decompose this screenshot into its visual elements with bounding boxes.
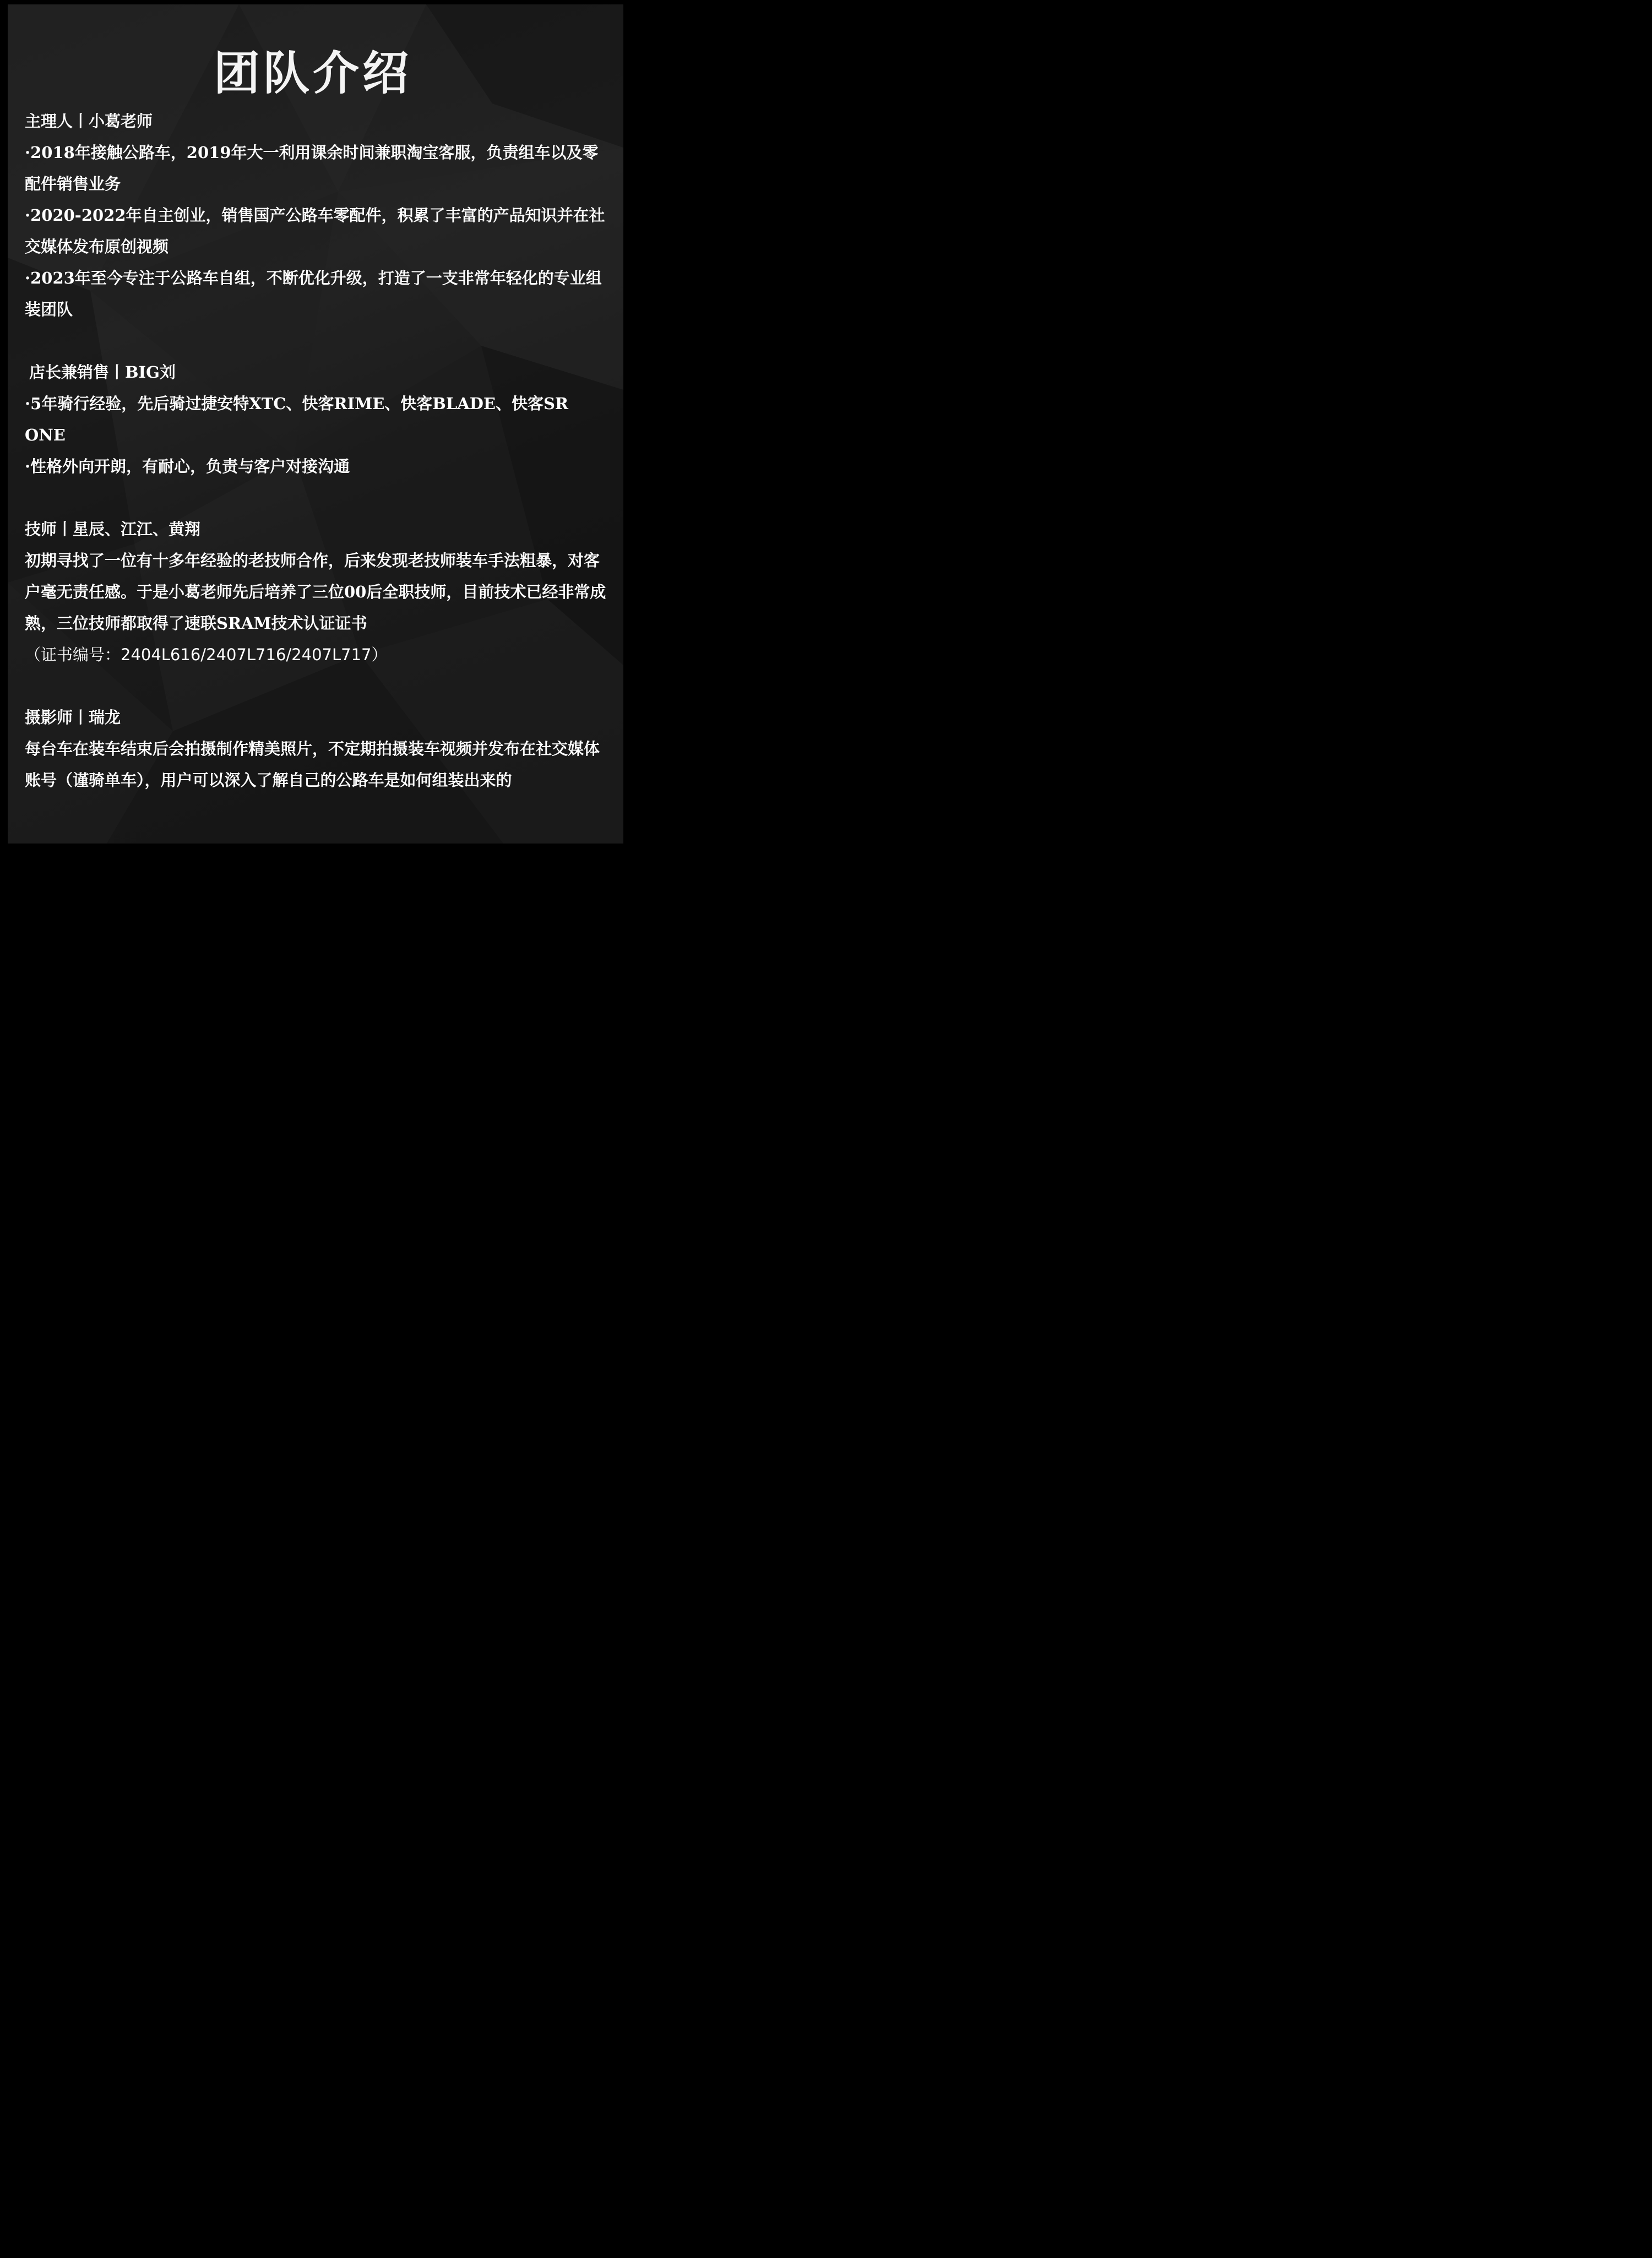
list-item: ·2018年接触公路车，2019年大一利用课余时间兼职淘宝客服，负责组车以及零配件销售业务	[25, 143, 599, 193]
section-technicians	[25, 514, 611, 671]
section-heading: 主理人丨小葛老师	[25, 112, 153, 130]
page-frame	[0, 0, 632, 863]
certificate-numbers: （证书编号：2404L616/2407L716/2407L717）	[25, 645, 388, 664]
paragraph: 初期寻找了一位有十多年经验的老技师合作，后来发现老技师装车手法粗暴，对客户毫无责任感。于是小葛老师先后培养了三位00后全职技师，目前技术已经非常成熟，三位技师都取得了速联SRAM技术认证证书	[25, 551, 606, 633]
section-owner	[25, 106, 611, 325]
paragraph: 每台车在装车结束后会拍摄制作精美照片，不定期拍摄装车视频并发布在社交媒体账号（谨骑单车），用户可以深入了解自己的公路车是如何组装出来的	[25, 739, 600, 790]
content-panel	[8, 4, 623, 844]
list-item: ·5年骑行经验，先后骑过捷安特XTC、快客RIME、快客BLADE、快客SR ONE	[25, 394, 569, 444]
page-title: 团队介绍	[213, 46, 412, 100]
list-item: ·2023年至今专注于公路车自组，不断优化升级，打造了一支非常年轻化的专业组装团队	[25, 269, 602, 319]
list-item: ·2020-2022年自主创业，销售国产公路车零配件，积累了丰富的产品知识并在社交媒体发布原创视频	[25, 206, 605, 256]
team-content	[25, 106, 611, 796]
section-heading: 摄影师丨瑞龙	[25, 708, 121, 727]
section-heading: 技师丨星辰、江江、黄翔	[25, 520, 201, 538]
list-item: ·性格外向开朗，有耐心，负责与客户对接沟通	[25, 457, 350, 476]
section-photographer	[25, 702, 611, 796]
section-store-manager	[25, 357, 611, 482]
section-heading: 店长兼销售丨BIG刘	[29, 363, 176, 382]
